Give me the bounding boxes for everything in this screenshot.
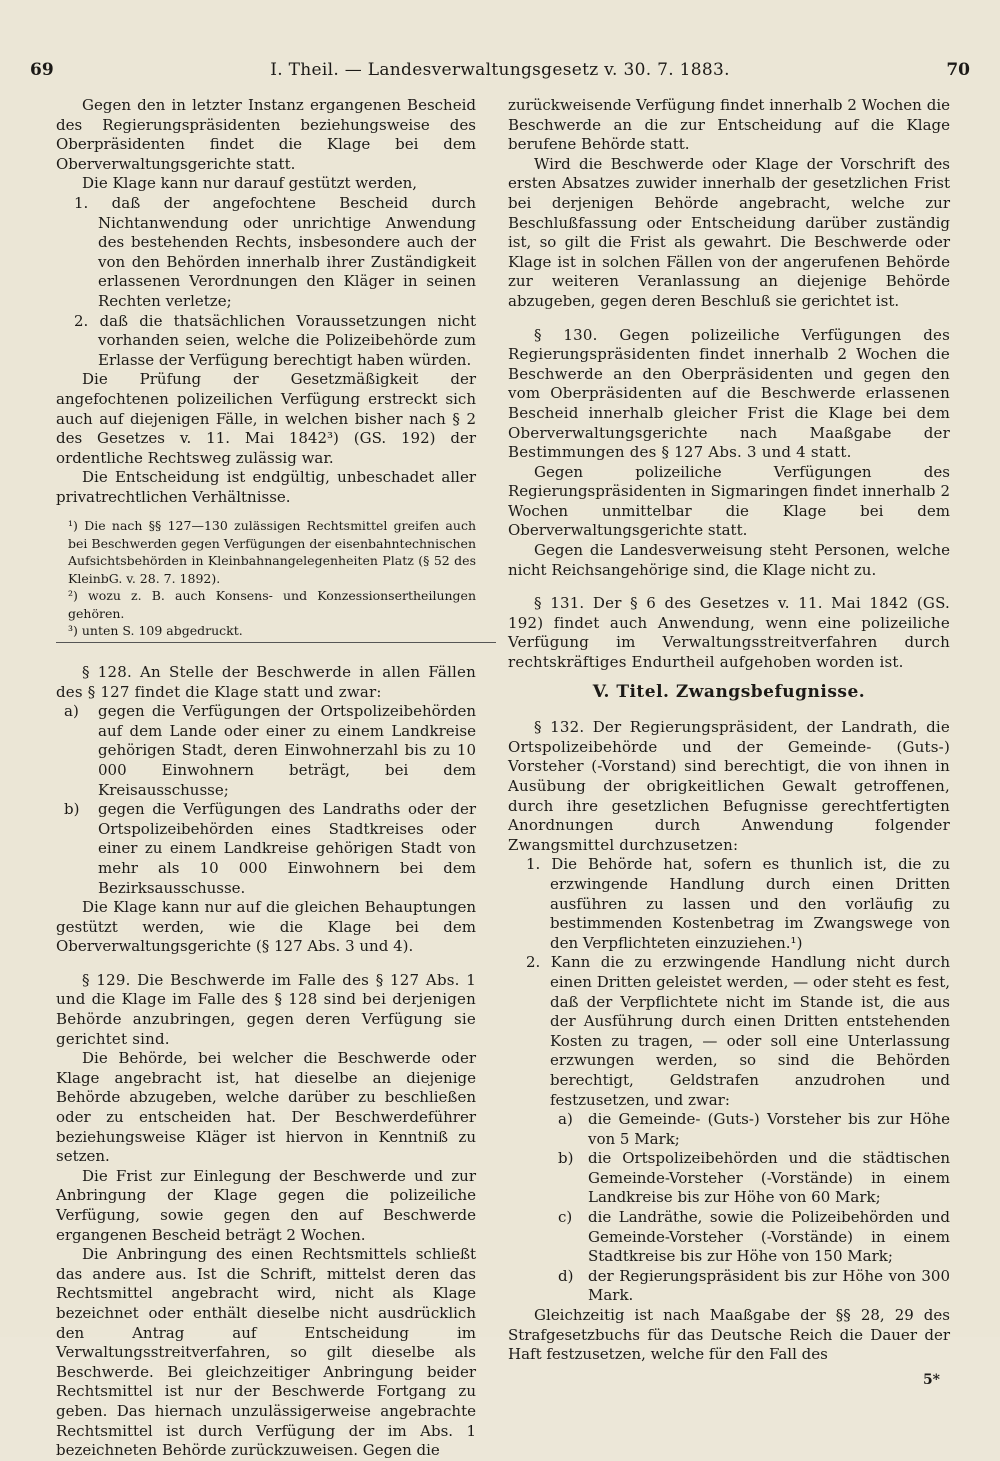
item-text: die Ortspolizeibehörden und die städtischen Gemeinde-Vorsteher (-Vorstände) in einem Landkreise bis zur Höhe von 60 Mark;: [588, 1149, 950, 1207]
page-number-left: 69: [30, 60, 54, 80]
paragraph: Wird die Beschwerde oder Klage der Vorschrift des ersten Absatzes zuwider innerhalb der gesetzlichen Frist bei derjenigen Behörde angebracht, welche zur Beschlußfassung oder Entscheidung darüber zuständig ist, so gilt die Frist als gewahrt. Die Beschwerde oder Klage ist in solchen Fällen von der angerufenen Behörde zur weiteren Veranlassung an diejenige Behörde abzugeben, gegen deren Beschluß sie gerichtet ist.: [508, 154, 950, 310]
list-item: [508, 1110, 950, 1149]
item-text: gegen die Verfügungen des Landraths oder der Ortspolizeibehörden eines Stadtkreises oder einer zu einem Landkreise gehörigen Stadt von mehr als 10 000 Einwohnern bei dem Bezirksausschusse.: [98, 800, 476, 897]
section-131: § 131. Der § 6 des Gesetzes v. 11. Mai 1842 (GS. 192) findet auch Anwendung, wenn eine polizeiliche Verfügung im Verwaltungsstreitverfahren durch rechtskräftiges Endurtheil aufgehoben worden ist.: [508, 594, 950, 672]
footnote: ³) unten S. 109 abgedruckt.: [68, 623, 243, 639]
section-128: § 128. An Stelle der Beschwerde in allen Fällen des § 127 findet die Klage statt und zwar:: [56, 662, 476, 701]
paragraph: Die Entscheidung ist endgültig, unbeschadet aller privatrechtlichen Verhältnisse.: [56, 468, 476, 506]
footnote: ²) wozu z. B. auch Konsens- und Konzessionsertheilungen gehören.: [68, 588, 476, 621]
spacer: [56, 957, 476, 971]
paragraph: Gegen die Landesverweisung steht Personen, welche nicht Reichsangehörige sind, die Klage nicht zu.: [508, 541, 950, 579]
item-text: die Landräthe, sowie die Polizeibehörden und Gemeinde-Vorsteher (-Vorstände) in einem Stadtkreise bis zur Höhe von 150 Mark;: [588, 1208, 950, 1266]
item-text: der Regierungspräsident bis zur Höhe von 300 Mark.: [588, 1266, 950, 1305]
spacer: [508, 312, 950, 326]
running-title: I. Theil. — Landesverwaltungsgesetz v. 30. 7. 1883.: [270, 60, 730, 80]
paragraph: Die Anbringung des einen Rechtsmittels schließt das andere aus. Ist die Schrift, mittelst deren das Rechtsmittel angebracht wird, nicht als Klage bezeichnet oder enthält dieselbe nicht ausdrücklich den Antrag auf Entscheidung im Verwaltungsstreitverfahren, so gilt dieselbe als Beschwerde. Bei gleichzeitiger Anbringung beider Rechtsmittel ist nur der Beschwerde Fortgang zu geben. Das hiernach unzulässigerweise angebrachte Rechtsmittel ist durch Verfügung der im Abs. 1 bezeichneten Behörde zurückzuweisen. Gegen die: [56, 1245, 476, 1460]
paragraph: Die Prüfung der Gesetzmäßigkeit der angefochtenen polizeilichen Verfügung erstreckt sich auch auf diejenigen Fälle, in welchen bisher nach § 2 des Gesetzes v. 11. Mai 1842³) (GS. 192) der ordentliche Rechtsweg zulässig war.: [56, 370, 476, 467]
list-item: [508, 1267, 950, 1306]
paragraph: Die Behörde, bei welcher die Beschwerde oder Klage angebracht ist, hat dieselbe an diejenige Behörde abzugeben, welche darüber zu beschließen oder zu entscheiden hat. Der Beschwerdeführer beziehungsweise Kläger ist hiervon in Kenntniß zu setzen.: [56, 1049, 476, 1166]
list-item: [508, 1149, 950, 1208]
section-129: § 129. Die Beschwerde im Falle des § 127 Abs. 1 und die Klage im Falle des § 128 sind bei derjenigen Behörde anzubringen, gegen deren Verfügung sie gerichtet sind.: [56, 970, 476, 1048]
list-item: 2. daß die thatsächlichen Voraussetzungen nicht vorhanden seien, welche die Polizeibehörde zum Erlasse der Verfügung berechtigt haben würden.: [74, 311, 476, 369]
list-item: [508, 1208, 950, 1267]
item-text: gegen die Verfügungen der Ortspolizeibehörden auf dem Lande oder einer zu einem Landkreise gehörigen Stadt, deren Einwohnerzahl bis zu 10 000 Einwohnern beträgt, bei dem Kreisausschusse;: [98, 702, 476, 799]
paragraph: Die Klage kann nur darauf gestützt werden,: [82, 174, 418, 193]
spacer: [508, 580, 950, 594]
footnote: ¹) Die nach §§ 127—130 zulässigen Rechtsmittel greifen auch bei Beschwerden gegen Verfügungen der eisenbahntechnischen Aufsichtsbehörden in Kleinbahnangelegenheiten Platz (§ 52 des KleinbG. v. 28. 7. 1892).: [68, 518, 476, 586]
item-marker: b): [558, 1149, 574, 1168]
section-130: § 130. Gegen polizeiliche Verfügungen des Regierungspräsidenten findet innerhalb 2 Wochen die Beschwerde an den Oberpräsidenten und gegen den vom Oberpräsidenten auf die Beschwerde erlassenen Bescheid innerhalb gleicher Frist die Klage bei dem Oberverwaltungsgerichte nach Maaßgabe der Bestimmungen des § 127 Abs. 3 und 4 statt.: [508, 325, 950, 462]
signature-mark: 5*: [922, 1371, 940, 1388]
list-item: 1. daß der angefochtene Bescheid durch Nichtanwendung oder unrichtige Anwendung des bestehenden Rechts, insbesondere auch der von den Behörden innerhalb ihrer Zuständigkeit erlassenen Verordnungen den Kläger in seinen Rechten verletze;: [74, 193, 476, 310]
item-marker: b): [64, 800, 80, 819]
list-item: 2. Kann die zu erzwingende Handlung nicht durch einen Dritten geleistet werden, — oder steht es fest, daß der Verpflichtete nicht im Stande ist, die aus der Ausführung durch einen Dritten entstehenden Kosten zu tragen, — oder soll eine Unterlassung erzwungen werden, so sind die Behörden berechtigt, Geldstrafen anzudrohen und festzusetzen, und zwar:: [526, 953, 950, 1109]
item-marker: a): [64, 702, 79, 721]
item-marker: c): [558, 1208, 573, 1227]
paragraph: zurückweisende Verfügung findet innerhalb 2 Wochen die Beschwerde an die zur Entscheidung auf die Klage berufene Behörde statt.: [508, 96, 950, 154]
page-header: [30, 60, 970, 86]
item-text: die Gemeinde- (Guts-) Vorsteher bis zur Höhe von 5 Mark;: [588, 1110, 950, 1148]
list-item: [56, 800, 476, 898]
chapter-title: V. Titel. Zwangsbefugnisse.: [592, 681, 866, 702]
page-number-right: 70: [946, 60, 970, 80]
paragraph: Gegen den in letzter Instanz ergangenen Bescheid des Regierungspräsidenten beziehungsweise des Oberpräsidenten findet die Klage bei dem Oberverwaltungsgerichte statt.: [56, 96, 476, 173]
paragraph: Gleichzeitig ist nach Maaßgabe der §§ 28, 29 des Strafgesetzbuchs für das Deutsche Reich die Dauer der Haft festzusetzen, welche für den Fall des: [508, 1306, 950, 1364]
list-item: 1. Die Behörde hat, sofern es thunlich ist, die zu erzwingende Handlung durch einen Dritten ausführen zu lassen und den vorläufig zu bestimmenden Kostenbetrag im Zwangswege von den Verpflichteten einzuziehen.¹): [526, 855, 950, 952]
left-column: [56, 96, 476, 1460]
paragraph: Gegen polizeiliche Verfügungen des Regierungspräsidenten in Sigmaringen findet innerhalb 2 Wochen unmittelbar die Klage bei dem Oberverwaltungsgerichte statt.: [508, 462, 950, 540]
item-marker: a): [558, 1110, 573, 1129]
item-marker: d): [558, 1266, 574, 1285]
section-132: § 132. Der Regierungspräsident, der Landrath, die Ortspolizeibehörde und der Gemeinde- (Guts-) Vorsteher (-Vorstand) sind berechtigt, die von ihnen in Ausübung der obrigkeitlichen Gewalt getroffenen, durch ihre gesetzlichen Befugnisse gerechtfertigten Anordnungen durch Anwendung folgender Zwangsmittel durchzusetzen:: [508, 718, 950, 854]
paragraph: Die Frist zur Einlegung der Beschwerde und zur Anbringung der Klage gegen die polizeiliche Verfügung, sowie gegen den auf Beschwerde ergangenen Bescheid beträgt 2 Wochen.: [56, 1166, 476, 1244]
right-column: [508, 96, 950, 1388]
footnote-divider: [56, 642, 496, 643]
paragraph: Die Klage kann nur auf die gleichen Behauptungen gestützt werden, wie die Klage bei dem Oberverwaltungsgerichte (§ 127 Abs. 3 und 4).: [56, 898, 476, 956]
list-item: [56, 702, 476, 800]
